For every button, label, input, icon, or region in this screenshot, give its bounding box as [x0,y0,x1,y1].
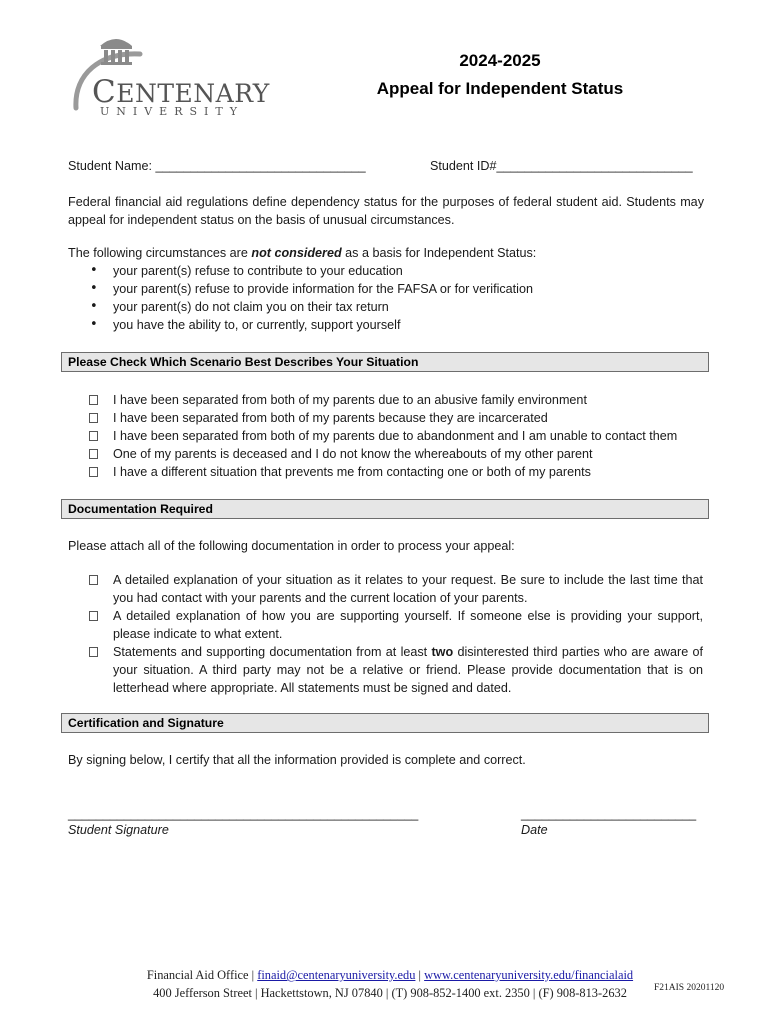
documentation-item: Statements and supporting documentation from at least two disinterested third parties who are aware of your situation. A third party may not be a relative or friend. Please provide documentation that is on letterhead where appropriate. All statements must be signed and dated. [113,645,703,695]
certification-statement: By signing below, I certify that all the information provided is complete and correct. [68,753,526,767]
scenario-option-label: I have been separated from both of my parents due to abandonment and I am unable to contact them [113,429,678,443]
scenario-checkbox-abandonment[interactable] [89,431,98,441]
list-item: your parent(s) refuse to provide information for the FAFSA or for verification [113,282,533,296]
form-code: F21AIS 20201120 [654,983,725,993]
website-link[interactable]: www.centenaryuniversity.edu/financialaid [424,968,634,982]
documentation-intro: Please attach all of the following documentation in order to process your appeal: [68,539,515,553]
form-title: Appeal for Independent Status [376,79,624,98]
certification-section-heading: Certification and Signature [61,713,709,733]
date-label: Date [521,823,548,837]
scenario-option-label: One of my parents is deceased and I do not know the whereabouts of my other parent [113,447,593,461]
signature-line[interactable]: __________________________________________________ [68,807,419,821]
documentation-item: A detailed explanation of your situation as it relates to your request. Be sure to include the last time that you had contact with your parents and the current location of your parents. [113,573,703,605]
documentation-checkbox-explanation[interactable] [89,575,98,585]
scenario-checkbox-other[interactable] [89,467,98,477]
signature-label: Student Signature [68,823,169,837]
scenario-option-label: I have been separated from both of my parents because they are incarcerated [113,411,548,425]
date-line[interactable]: _________________________ [521,807,697,821]
form-year: 2024-2025 [459,51,541,70]
logo-wordmark: CENTENARY [92,74,270,110]
bullet-icon: • [90,263,98,278]
scenario-checkbox-incarcerated[interactable] [89,413,98,423]
footer-address: 400 Jefferson Street | Hackettstown, NJ 07840 | (T) 908-852-1400 ext. 2350 | (F) 908-813-2632 [153,986,627,1000]
list-item: you have the ability to, or currently, support yourself [113,318,401,332]
bullet-icon: • [90,299,98,314]
list-item: your parent(s) refuse to contribute to your education [113,264,403,278]
logo-subtitle: UNIVERSITY [100,105,244,118]
footer-contact: Financial Aid Office | finaid@centenaryuniversity.edu | www.centenaryuniversity.edu/financialaid [146,968,634,982]
not-considered-line: The following circumstances are not considered as a basis for Independent Status: [68,246,537,260]
student-id-field[interactable]: Student ID#____________________________ [430,159,693,173]
bullet-icon: • [90,281,98,296]
documentation-checkbox-support[interactable] [89,611,98,621]
scenario-section-heading: Please Check Which Scenario Best Describes Your Situation [61,352,709,372]
bullet-icon: • [90,317,98,332]
scenario-checkbox-abuse[interactable] [89,395,98,405]
student-name-field[interactable]: Student Name: ______________________________ [68,159,366,173]
scenario-option-label: I have been separated from both of my parents due to an abusive family environment [113,393,587,407]
email-link[interactable]: finaid@centenaryuniversity.edu [257,968,416,982]
centenary-logo [70,34,270,118]
intro-paragraph: Federal financial aid regulations define dependency status for the purposes of federal student aid. Students may appeal for independent status on the basis of unusual circumstances. [68,195,704,227]
documentation-item: A detailed explanation of how you are supporting yourself. If someone else is providing your support, please indicate to what extent. [113,609,703,641]
documentation-checkbox-third-party[interactable] [89,647,98,657]
documentation-section-heading: Documentation Required [61,499,709,519]
scenario-checkbox-deceased[interactable] [89,449,98,459]
scenario-option-label: I have a different situation that prevents me from contacting one or both of my parents [113,465,591,479]
list-item: your parent(s) do not claim you on their tax return [113,300,389,314]
